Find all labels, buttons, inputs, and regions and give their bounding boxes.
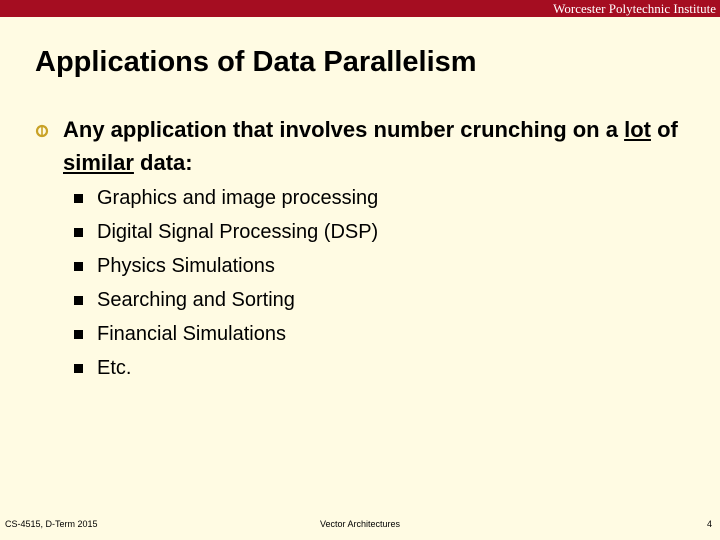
list-item-label: Graphics and image processing	[97, 186, 379, 209]
square-bullet-icon	[74, 228, 83, 237]
ring-bullet-icon	[35, 124, 49, 138]
square-bullet-icon	[74, 330, 83, 339]
list-item	[74, 181, 378, 215]
list-item-label: Physics Simulations	[97, 254, 275, 277]
list-item-label: Searching and Sorting	[97, 288, 295, 311]
emphasis-similar: similar	[63, 150, 134, 175]
emphasis-lot: lot	[624, 117, 651, 142]
square-bullet-icon	[74, 194, 83, 203]
list-item	[74, 215, 378, 249]
square-bullet-icon	[74, 364, 83, 373]
application-list	[74, 181, 378, 385]
page-number: 4	[706, 519, 712, 529]
footer-topic: Vector Architectures	[320, 519, 401, 529]
institution-name: Worcester Polytechnic Institute	[553, 1, 716, 16]
list-item	[74, 351, 378, 385]
list-item-label: Etc.	[97, 356, 132, 379]
list-item-label: Financial Simulations	[97, 322, 286, 345]
main-bullet-text	[63, 113, 683, 179]
slide-title: Applications of Data Parallelism	[35, 46, 477, 78]
footer-course: CS-4515, D-Term 2015	[5, 519, 98, 529]
square-bullet-icon	[74, 262, 83, 271]
main-bullet-middle: of	[650, 117, 678, 142]
list-item	[74, 283, 378, 317]
list-item	[74, 317, 378, 351]
header-bar	[0, 0, 720, 17]
main-bullet-prefix: Any application that involves number crunching on a	[63, 117, 625, 142]
list-item	[74, 249, 378, 283]
list-item-label: Digital Signal Processing (DSP)	[97, 220, 379, 243]
main-bullet-suffix: data:	[133, 150, 193, 175]
square-bullet-icon	[74, 296, 83, 305]
